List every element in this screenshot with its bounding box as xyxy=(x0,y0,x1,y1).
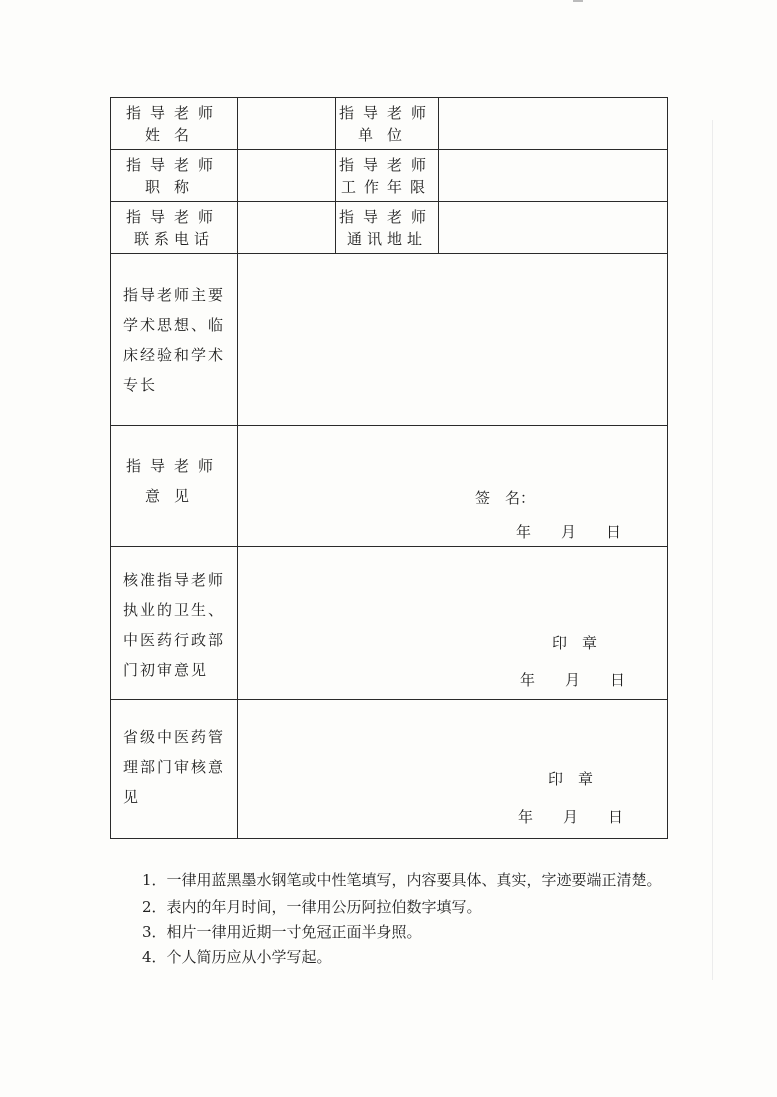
instructions xyxy=(120,868,680,970)
label-mentor-phone xyxy=(111,202,238,254)
mentor-info-table xyxy=(110,97,668,839)
date-label: 年 月 日 xyxy=(518,808,624,826)
table-row xyxy=(111,426,668,547)
field-mentor-name[interactable] xyxy=(238,98,336,150)
label-line: 指导老师 xyxy=(125,103,222,122)
date-label: 年 月 日 xyxy=(520,671,626,689)
table-row xyxy=(111,254,668,426)
label-line: 职称 xyxy=(144,177,203,196)
instruction-item: 1．一律用蓝黑墨水钢笔或中性笔填写，内容要具体、真实，字迹要端正清楚。 xyxy=(142,871,662,889)
label-line: 指导老师 xyxy=(125,207,222,226)
label-line: 通讯地址 xyxy=(346,229,427,248)
field-initial-review[interactable] xyxy=(238,547,668,700)
label-mentor-title xyxy=(111,150,238,202)
label-mentor-work-years xyxy=(336,150,439,202)
table-row xyxy=(111,202,668,254)
instruction-item: 2．表内的年月时间，一律用公历阿拉伯数字填写。 xyxy=(142,898,482,916)
instruction-item: 3．相片一律用近期一寸免冠正面半身照。 xyxy=(142,923,422,941)
label-line: 指导老师 xyxy=(125,155,222,174)
field-mentor-phone[interactable] xyxy=(238,202,336,254)
label-mentor-unit xyxy=(336,98,439,150)
field-provincial-review[interactable] xyxy=(238,700,668,839)
label-mentor-address xyxy=(336,202,439,254)
field-expertise[interactable] xyxy=(238,254,668,426)
label-line: 指导老师 xyxy=(338,103,435,122)
label-initial-review: 核准指导老师执业的卫生、中医药行政部门初审意见 xyxy=(111,547,238,700)
table-row xyxy=(111,547,668,700)
signature-label: 签 名： xyxy=(475,489,536,507)
label-line: 姓名 xyxy=(144,125,203,144)
instruction-item: 4．个人简历应从小学写起。 xyxy=(142,948,332,966)
label-expertise: 指导老师主要学术思想、临床经验和学术专长 xyxy=(111,254,238,426)
date-label: 年 月 日 xyxy=(516,523,622,541)
scan-edge xyxy=(712,120,713,980)
field-mentor-unit[interactable] xyxy=(439,98,668,150)
seal-label: 印 章 xyxy=(548,770,594,788)
table-row xyxy=(111,150,668,202)
table-row xyxy=(111,98,668,150)
label-line: 联系电话 xyxy=(133,229,214,248)
label-line: 指导老师 xyxy=(338,207,435,226)
label-line: 指导老师 xyxy=(338,155,435,174)
label-line: 意见 xyxy=(144,487,203,505)
field-mentor-title[interactable] xyxy=(238,150,336,202)
label-line: 指导老师 xyxy=(125,457,222,475)
field-mentor-work-years[interactable] xyxy=(439,150,668,202)
field-mentor-address[interactable] xyxy=(439,202,668,254)
label-mentor-name xyxy=(111,98,238,150)
label-mentor-opinion xyxy=(111,426,238,547)
scan-mark xyxy=(573,0,583,6)
seal-label: 印 章 xyxy=(552,634,598,652)
label-line: 单位 xyxy=(357,125,416,144)
label-provincial-review: 省级中医药管理部门审核意见 xyxy=(111,700,238,839)
table-row xyxy=(111,700,668,839)
label-line: 工作年限 xyxy=(340,177,433,196)
field-mentor-opinion[interactable] xyxy=(238,426,668,547)
